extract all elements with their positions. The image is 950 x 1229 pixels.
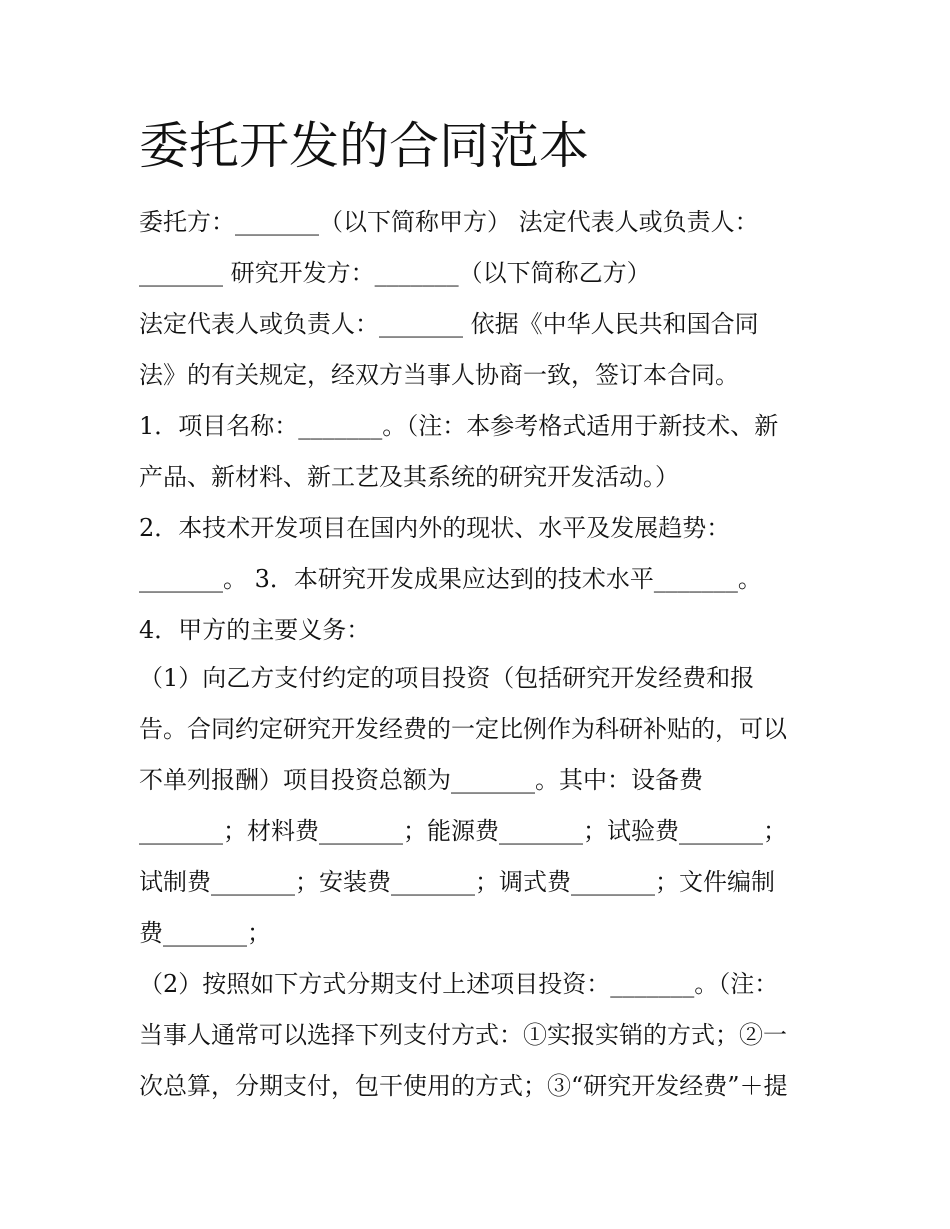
text-line: 费_______； [139, 919, 271, 947]
text-line: 4．甲方的主要义务： [139, 616, 371, 644]
text-line: 法定代表人或负责人：_______ 依据《中华人民共和国合同 [139, 310, 759, 338]
text-line: （1）向乙方支付约定的项目投资（包括研究开发经费和报 [139, 664, 755, 692]
text-line: 不单列报酬）项目投资总额为_______。其中：设备费 [139, 766, 703, 794]
text-line: 次总算，分期支付，包干使用的方式；③“研究开发经费”＋提 [139, 1072, 788, 1100]
text-line: _______ 研究开发方：_______（以下简称乙方） [139, 259, 651, 287]
text-line: 2．本技术开发项目在国内外的现状、水平及发展趋势： [139, 514, 731, 542]
text-line: 当事人通常可以选择下列支付方式：①实报实销的方式；②一 [139, 1021, 787, 1049]
text-line: _______。 3．本研究开发成果应达到的技术水平_______。 [139, 565, 762, 593]
text-line: （2）按照如下方式分期支付上述项目投资：_______。（注： [139, 970, 779, 998]
text-line: 告。合同约定研究开发经费的一定比例作为科研补贴的，可以 [139, 715, 787, 743]
text-line: _______；材料费_______；能源费_______；试验费_______； [139, 817, 787, 845]
text-line: 法》的有关规定，经双方当事人协商一致，签订本合同。 [139, 361, 739, 389]
text-line: 产品、新材料、新工艺及其系统的研究开发活动。） [139, 463, 679, 491]
text-line: 委托方：_______（以下简称甲方） 法定代表人或负责人： [139, 208, 759, 236]
text-line: 1．项目名称：_______。（注：本参考格式适用于新技术、新 [139, 412, 779, 440]
document-title: 委托开发的合同范本 [139, 117, 589, 175]
text-line: 试制费_______；安装费_______；调式费_______；文件编制 [139, 868, 775, 896]
